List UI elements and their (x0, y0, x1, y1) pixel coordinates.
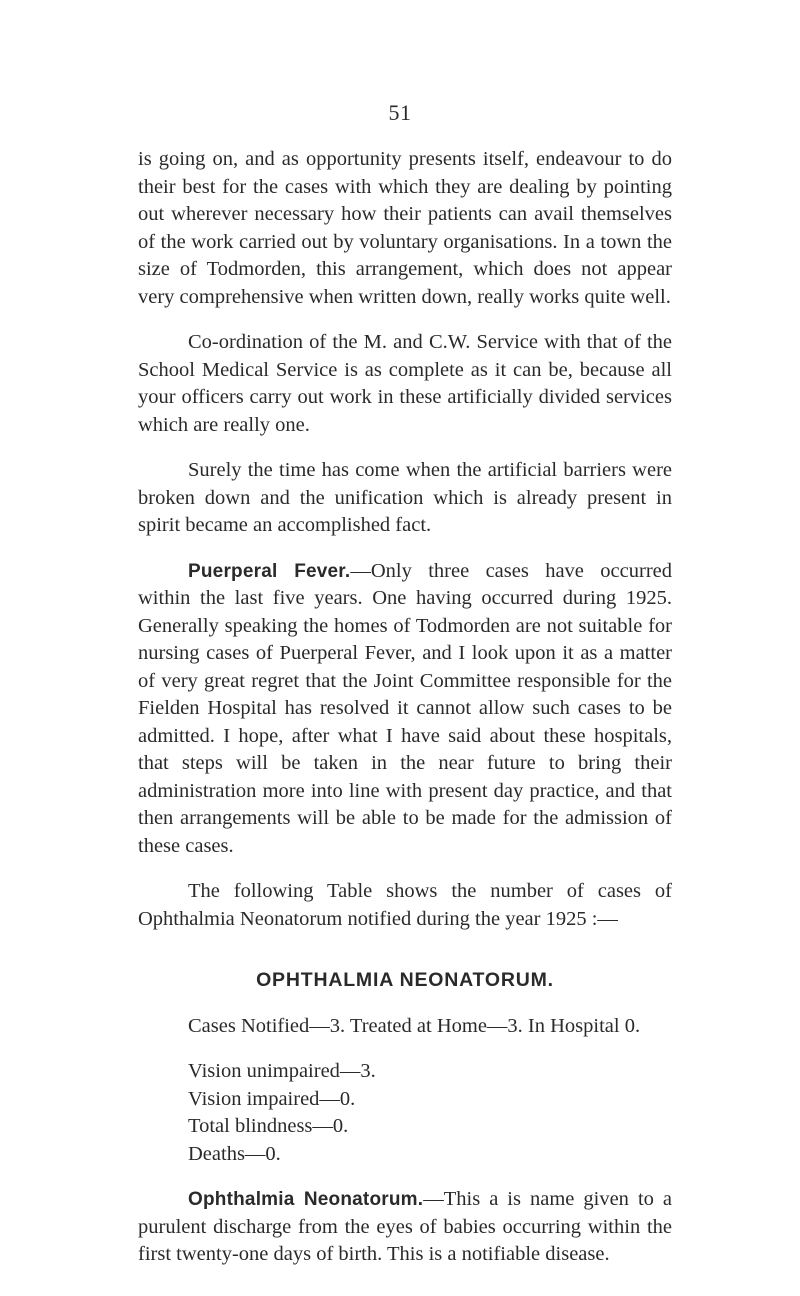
cases-notified-line: Cases Notified—3. Treated at Home—3. In Hospital 0. (188, 1014, 641, 1037)
page-body (138, 146, 672, 1287)
page-number: 51 (388, 100, 412, 125)
ophthalmia-definition-heading: Ophthalmia Neonatorum. (188, 1189, 424, 1210)
puerperal-fever-body: —Only three cases have occurred within the last five years. One having occurred during 1925. Generally speaking the homes of Todmorden are not suitable for nursing cases of Puerperal Fever, and I look upon it as a matter of very great regret that the Joint Committee responsible for the Fielden Hospital has resolved it cannot allow such cases to be admitted. I hope, after what I have said about these hospitals, that steps will be taken in the near future to bring their administration more into line with present day practice, and that then arrangements will be able to be made for the admission of these cases. (138, 559, 672, 857)
paragraph-coordination: Co-ordination of the M. and C.W. Service with that of the School Medical Service is as complete as it can be, because all your officers carry out work in these artificially divided services which are really one. (138, 331, 672, 436)
paragraph-artificial-barriers: Surely the time has come when the artificial barriers were broken down and the unification which is already present in spirit became an accomplished fact. (138, 459, 672, 536)
deaths-line: Deaths—0. (188, 1142, 281, 1165)
paragraph-puerperal-fever (138, 558, 672, 861)
vision-impaired-line: Vision impaired—0. (188, 1087, 356, 1110)
paragraph-table-intro: The following Table shows the number of cases of Ophthalmia Neonatorum notified during the year 1925 :— (138, 880, 672, 930)
paragraph-ophthalmia-definition (138, 1186, 672, 1269)
ophthalmia-definition-body: —This a is name given to a purulent discharge from the eyes of babies occurring within the first twenty-one days of birth. This is a notifiable disease. (138, 1188, 672, 1265)
total-blindness-line: Total blindness—0. (188, 1115, 349, 1137)
paragraph-voluntary-organisations: is going on, and as opportunity presents itself, endeavour to do their best for the cases with which they are dealing by pointing out wherever necessary how their patients can avail themselves of the work carried out by voluntary organisations. In a town the size of Todmorden, this arrangement, which does not appear very comprehensive when written down, really works quite well. (138, 148, 672, 308)
vision-unimpaired-line: Vision unimpaired—3. (188, 1060, 376, 1082)
puerperal-fever-heading: Puerperal Fever. (188, 560, 351, 582)
ophthalmia-statistics (138, 1013, 672, 1169)
ophthalmia-section-heading: OPHTHALMIA NEONATORUM. (256, 969, 554, 991)
